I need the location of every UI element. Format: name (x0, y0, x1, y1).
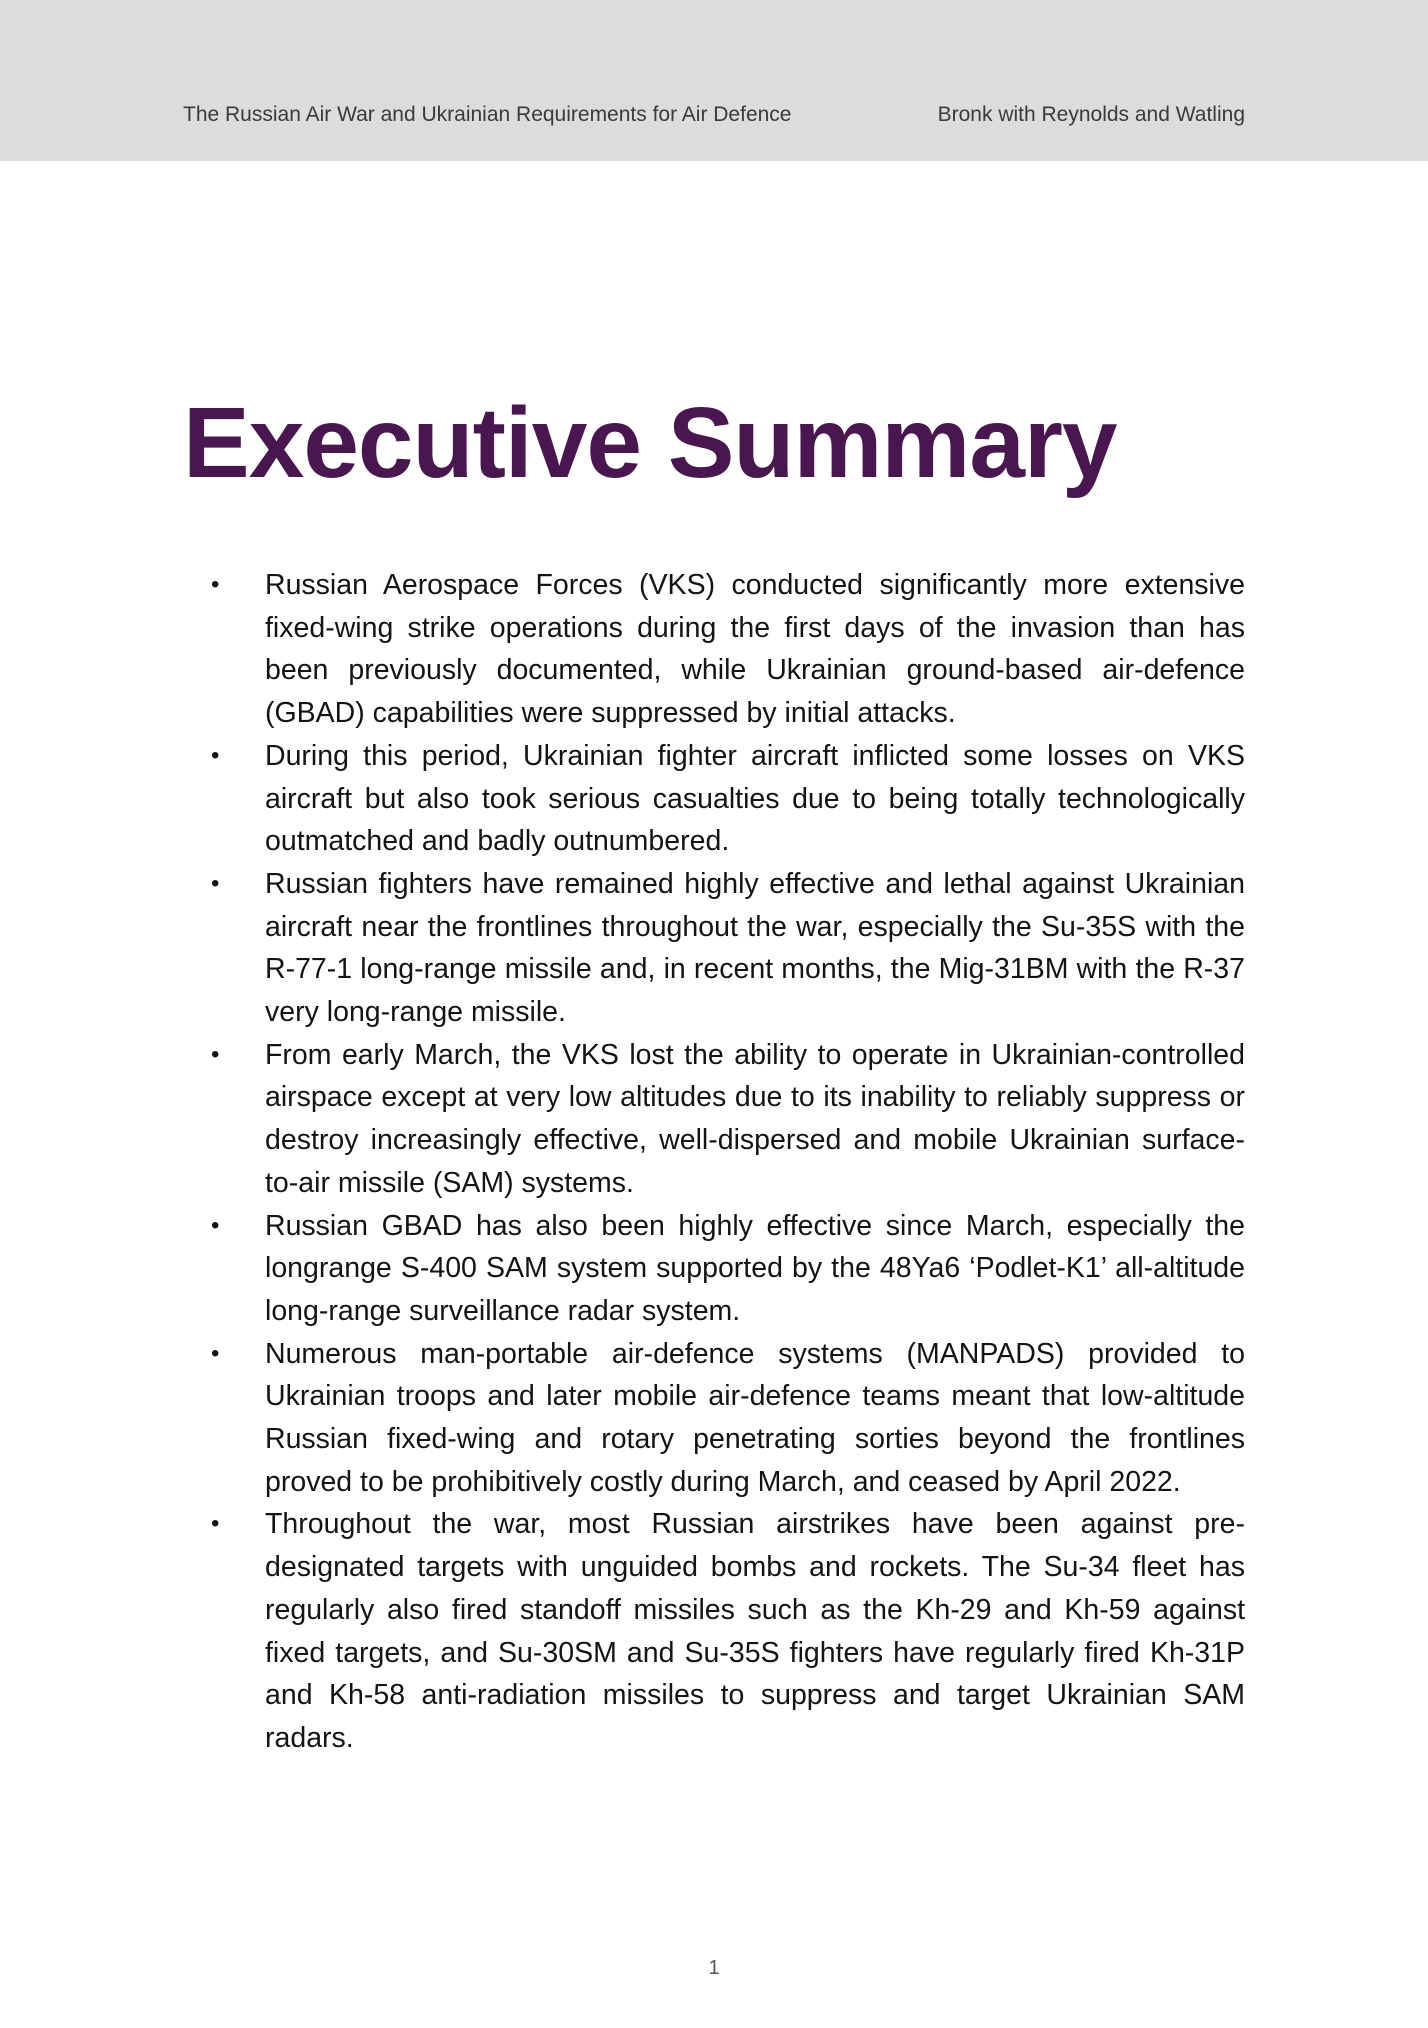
summary-item-6 (211, 1333, 1245, 1504)
header-authors: Bronk with Reynolds and Watling (937, 103, 1245, 126)
summary-bullet-list (211, 564, 1245, 1760)
summary-item-7 (211, 1503, 1245, 1759)
page-title: Executive Summary (183, 387, 1117, 499)
bullet-icon: • (211, 741, 220, 769)
bullet-icon: • (211, 1040, 220, 1068)
summary-item-text: From early March, the VKS lost the ability to operate in Ukrainian-controlled airspace except at very low altitudes due to its inability to reliably suppress or destroy increasingly effective, well-dispersed and mobile Ukrainian surface-to-air missile (SAM) systems. (265, 1038, 1245, 1199)
summary-item-text: Russian Aerospace Forces (VKS) conducted significantly more extensive fixed-wing strike operations during the first days of the invasion than has been previously documented, while Ukrainian ground-based air-defence (GBAD) capabilities were suppressed by initial attacks. (265, 569, 1245, 730)
header-report-title: The Russian Air War and Ukrainian Requirements for Air Defence (183, 103, 792, 126)
bullet-icon: • (211, 869, 220, 897)
summary-item-text: Throughout the war, most Russian airstrikes have been against pre-designated targets with unguided bombs and rockets. The Su-34 fleet has regularly also fired standoff missiles such as the Kh-29 and Kh-59 against fixed targets, and Su-30SM and Su-35S fighters have regularly fired Kh-31P and Kh-58 anti-radiation missiles to suppress and target Ukrainian SAM radars. (265, 1508, 1245, 1754)
summary-item-text: Russian GBAD has also been highly effective since March, especially the longrange S-400 SAM system supported by the 48Ya6 ‘Podlet-K1’ all-altitude long-range surveillance radar system. (265, 1209, 1245, 1327)
summary-item-2 (211, 735, 1245, 863)
summary-item-text: During this period, Ukrainian fighter aircraft inflicted some losses on VKS aircraft but also took serious casualties due to being totally technologically outmatched and badly outnumbered. (265, 739, 1245, 858)
page-number: 1 (708, 1957, 720, 1979)
running-header (0, 0, 1428, 161)
bullet-icon: • (211, 1510, 220, 1538)
summary-item-text: Russian fighters have remained highly effective and lethal against Ukrainian aircraft near the frontlines throughout the war, especially the Su-35S with the R-77-1 long-range missile and, in recent months, the Mig-31BM with the R-37 very long-range missile. (265, 867, 1245, 1029)
summary-item-text: Numerous man-portable air-defence systems (MANPADS) provided to Ukrainian troops and later mobile air-defence teams meant that low-altitude Russian fixed-wing and rotary penetrating sorties beyond the frontlines proved to be prohibitively costly during March, and ceased by April 2022. (265, 1337, 1245, 1498)
summary-item-1 (211, 564, 1245, 735)
summary-item-5 (211, 1205, 1245, 1333)
bullet-icon: • (211, 571, 220, 598)
summary-item-4 (211, 1034, 1245, 1205)
bullet-icon: • (211, 1211, 220, 1239)
bullet-icon: • (211, 1339, 220, 1367)
summary-item-3 (211, 863, 1245, 1034)
